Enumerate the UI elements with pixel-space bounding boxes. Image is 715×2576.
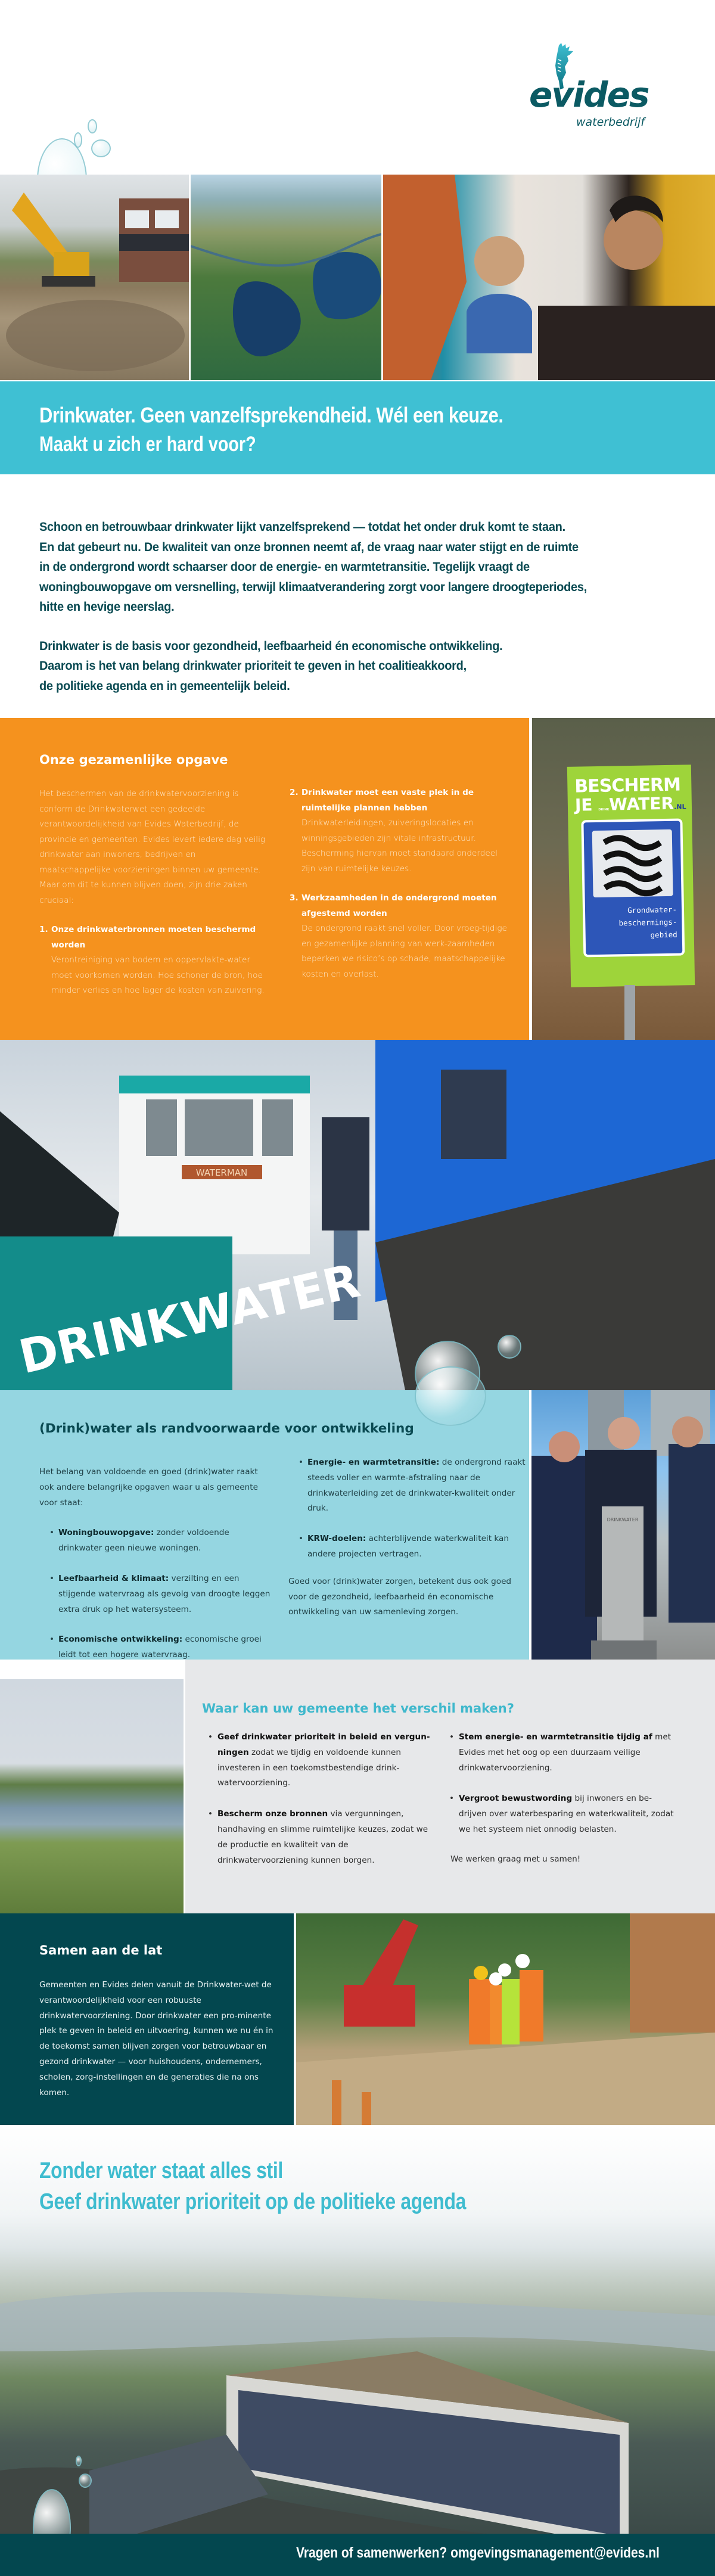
randvoorwaarde-section — [0, 1390, 529, 1660]
verschil-closing: We werken graag met u samen! — [450, 1854, 581, 1864]
sign-line-1: BESCHERM — [574, 774, 681, 797]
pumping-station-illustration — [0, 2125, 715, 2534]
construction-illustration — [296, 1913, 715, 2125]
slogan-line-1: Zonder water staat alles stil — [39, 2158, 283, 2183]
sign-pole — [624, 985, 635, 1040]
contact-question: Vragen of samenwerken? — [296, 2544, 447, 2561]
opgave-item-2: 2. Drinkwater moet een vaste plek in de ruimtelijke plannen hebben Drinkwaterleidingen, zuiveringslocaties en winningsgebieden zijn vitale infrastructuur. Bescherming hiervan moet standaard onderdeel zijn van ruimtelijke keuzes. — [290, 788, 498, 874]
opgave-column-left — [39, 787, 269, 999]
opgave-item-3: 3. Werkzaamheden in de ondergrond moeten afgestemd worden De ondergrond raakt snel voller. Door vroeg-tijdige en gezamenlijke planning van werk-zaamheden beperken we risico’s op schade, maatschappelijke kosten en overlast. — [290, 893, 507, 979]
opgave-item-1: 1. Onze drinkwaterbronnen moeten beschermd worden Verontreiniging van bodem en oppervlakte-water moet voorkomen worden. Hoe schoner de bron, hoe minder verlies en hoe lager de kosten van zuivering. — [39, 925, 265, 995]
logo-wordmark: evides — [529, 74, 649, 115]
randvoorwaarde-closing: Goed voor (drink)water zorgen, betekent dus ook goed voor de gezondheid, leefbaarheid én economische ontwikkeling van uw samenleving zorgen. — [288, 1576, 512, 1617]
verschil-column-left — [208, 1730, 434, 1884]
street-excavation-photo — [0, 175, 189, 380]
bubble-decoration — [79, 2474, 92, 2488]
drinking-fountain-photo — [531, 1390, 715, 1660]
header — [0, 0, 715, 175]
intro-paragraph-2: Drinkwater is de basis voor gezondheid, leefbaarheid én economische ontwikkeling. Daarom is het van belang drinkwater prioriteit te geven in het coalitieakkoord, de politieke agenda en in gemeentelijk beleid. — [39, 638, 503, 693]
protection-sign-photo — [532, 718, 715, 1040]
bullet-krw: • KRW-doelen: achterblijvende waterkwaliteit kan andere projecten vertragen. — [288, 1531, 527, 1562]
randvoorwaarde-intro: Het belang van voldoende en goed (drink)water raakt ook andere belangrijke opgaven waar u als gemeente voor staat: — [39, 1467, 258, 1508]
bullet-bewustwording: • Vergroot bewustwording bij inwoners en be-drijven over waterbesparing en waterkwaliteit, zodat we het systeem niet onnodig belasten. — [449, 1791, 676, 1837]
bubble-decoration — [498, 1335, 521, 1359]
water-waves-icon — [592, 829, 673, 897]
samen-body: Gemeenten en Evides delen vanuit de Drinkwater-wet de verantwoordelijkheid voor een robuuste drinkwatervoorziening. Door drinkwater een pro-minente plek te geven in beleid en uitvoering, kunnen we nu én in de toekomst samen blijven zorgen voor betrouwbaar en gezond drinkwater — voor huishoudens, ondernemers, scholen, zorg-instellingen en de generaties die na ons komen. — [39, 1980, 273, 2098]
svg-text:DRINKWATER: DRINKWATER — [607, 1517, 639, 1522]
samen-title: Samen aan de lat — [39, 1943, 163, 1957]
sign-line-2: JE DRINKWATER.NL — [574, 793, 686, 815]
excavator-icon — [0, 175, 189, 380]
bubble-decoration — [76, 2456, 82, 2466]
intro-text — [39, 517, 683, 696]
bubble-decoration — [88, 119, 97, 133]
bullet-prioriteit: • Geef drinkwater prioriteit in beleid en vergun-ningen zodat we tijdig en voldoende kunnen investeren in een toekomstbestendige drink-watervoorziening. — [208, 1730, 434, 1791]
blue-sign — [581, 818, 685, 957]
sign-caption: Grondwater- beschermings- gebied — [618, 905, 677, 940]
verschil-column-right — [449, 1730, 676, 1867]
drinkwater-ship-photo — [0, 1040, 715, 1390]
contact-email-link[interactable]: omgevingsmanagement@evides.nl — [450, 2544, 660, 2561]
construction-site-photo — [296, 1913, 715, 2125]
top-photo-row — [0, 175, 715, 380]
sign-board — [567, 765, 695, 987]
opgave-column-right — [290, 785, 513, 982]
people-fountain-illustration — [531, 1390, 715, 1660]
bubble-decoration — [415, 1366, 486, 1426]
verschil-section — [185, 1660, 715, 1913]
contact-footer — [0, 2534, 715, 2576]
bullet-energietransitie: • Stem energie- en warmtetransitie tijdig af met Evides met het oog op een duurzaam veilige drinkwatervoorziening. — [449, 1730, 676, 1776]
svg-text:WATERMAN: WATERMAN — [195, 1167, 248, 1178]
logo-subtitle: waterbedrijf — [576, 116, 645, 129]
bullet-leefbaarheid: • Leefbaarheid & klimaat: verzilting en een stijgende watervraag als gevolg van droogte leggen extra druk op het watersysteem. — [39, 1571, 272, 1617]
ship-illustration — [0, 1040, 715, 1390]
contact-line — [296, 2544, 660, 2562]
bullet-energie: • Energie- en warmtetransitie: de ondergrond raakt steeds voller en warmte-afstraling naar de drinkwaterleiding zet de drinkwater-kwaliteit onder druk. — [288, 1455, 527, 1517]
slogan-aerial-section — [0, 2125, 715, 2534]
family-drinking-water-photo — [383, 175, 715, 380]
bullet-economie: • Economische ontwikkeling: economische groei leidt tot een hogere watervraag. — [39, 1632, 272, 1663]
lakes-icon — [191, 175, 381, 380]
family-icon — [383, 175, 715, 380]
lake-reeds-photo — [0, 1679, 184, 1913]
evides-logo[interactable] — [529, 43, 648, 132]
opgave-section — [0, 718, 529, 1040]
intro-paragraph-1: Schoon en betrouwbaar drinkwater lijkt vanzelfsprekend — totdat het onder druk komt te staan. En dat gebeurt nu. De kwaliteit van onze bronnen neemt af, de vraag naar water stijgt en de ruimte in de ondergrond wordt schaarser door de energie- en warmtetransitie. Tegelijk vraagt de woningbouwopgave om versnelling, terwijl klimaatverandering zorgt voor langere droogteperiodes, hitte en hevige neerslag. — [39, 520, 587, 614]
verschil-title: Waar kan uw gemeente het verschil maken? — [202, 1701, 514, 1716]
bubble-decoration — [74, 132, 82, 148]
opgave-intro: Het beschermen van de drinkwatervoorziening is conform de Drinkwaterwet een gedeelde verantwoordelijkheid van Evides Waterbedrijf, de provincie en gemeenten. Evides levert iedere dag veilig drinkwater aan inwoners, bedrijven en maatschappelijke voorzieningen binnen uw gemeente. Maar om dit te kunnen blijven doen, zijn drie zaken cruciaal: — [39, 789, 265, 905]
bullet-woningbouw: • Woningbouwopgave: zonder voldoende drinkwater geen nieuwe woningen. — [39, 1525, 272, 1556]
aerial-lakes-photo — [191, 175, 381, 380]
slogan-line-2: Geef drinkwater prioriteit op de politieke agenda — [39, 2189, 467, 2214]
samen-section — [0, 1913, 294, 2125]
randvoorwaarde-column-left — [39, 1465, 272, 1663]
randvoorwaarde-column-right — [288, 1440, 527, 1620]
randvoorwaarde-title: (Drink)water als randvoorwaarde voor ontwikkeling — [39, 1421, 414, 1436]
bullet-bronnen: • Bescherm onze bronnen via vergunningen, handhaving en slimme ruimtelijke keuzes, zodat we de productie en kwaliteit van de drinkwatervoorziening kunnen borgen. — [208, 1807, 434, 1868]
opgave-title: Onze gezamenlijke opgave — [39, 753, 228, 767]
bubble-decoration — [91, 139, 111, 157]
headline-title: Drinkwater. Geen vanzelfsprekendheid. Wél een keuze. — [39, 403, 503, 427]
headline-subtitle: Maakt u zich er hard voor? — [39, 433, 256, 456]
svg-text:DRINKWATER: DRINKWATER — [14, 1254, 365, 1385]
headline-band — [0, 381, 715, 474]
